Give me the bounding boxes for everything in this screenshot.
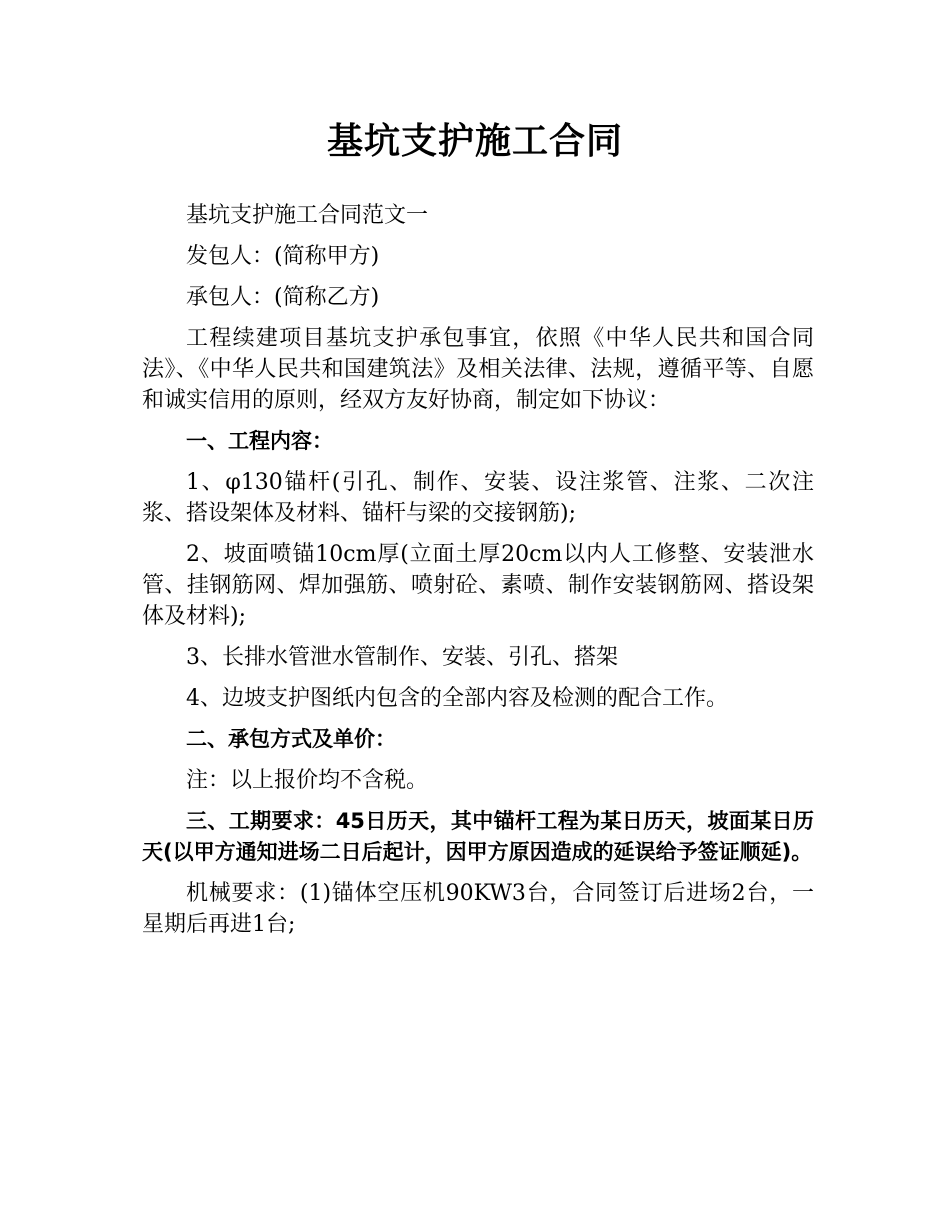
paragraph-party-a: 发包人：(简称甲方) xyxy=(186,244,380,269)
paragraph-item-4: 4、边坡支护图纸内包含的全部内容及检测的配合工作。 xyxy=(186,686,728,711)
section-heading-pricing: 二、承包方式及单价： xyxy=(186,727,396,751)
paragraph-tax-note: 注：以上报价均不含税。 xyxy=(186,768,429,793)
paragraph-item-3: 3、长排水管泄水管制作、安装、引孔、搭架 xyxy=(186,645,618,670)
paragraph-item-2: 2、坡面喷锚10cm厚(立面土厚20cm以内人工修整、安装泄水管、挂钢筋网、焊加强筋、喷射砼、素喷、制作安装钢筋网、搭设架体及材料); xyxy=(142,542,814,629)
paragraph-intro: 基坑支护施工合同范文一 xyxy=(186,203,429,228)
paragraph-party-b: 承包人：(简称乙方) xyxy=(186,285,380,310)
paragraph-item-1: 1、φ130锚杆(引孔、制作、安装、设注浆管、注浆、二次注浆、搭设架体及材料、锚杆与梁的交接钢筋); xyxy=(142,470,814,526)
document-body xyxy=(142,200,814,950)
paragraph-preamble: 工程续建项目基坑支护承包事宜，依照《中华人民共和国合同法》、《中华人民共和国建筑法》及相关法律、法规，遵循平等、自愿和诚实信用的原则，经双方友好协商，制定如下协议： xyxy=(142,326,814,413)
section-heading-scope: 一、工程内容： xyxy=(186,429,333,453)
document-title: 基坑支护施工合同 xyxy=(326,121,623,162)
paragraph-machinery: 机械要求：(1)锚体空压机90KW3台，合同签订后进场2台，一星期后再进1台; xyxy=(142,881,814,937)
section-heading-schedule: 三、工期要求：45日历天，其中锚杆工程为某日历天，坡面某日历天(以甲方通知进场二日后起计，因甲方原因造成的延误给予签证顺延)。 xyxy=(142,809,814,864)
